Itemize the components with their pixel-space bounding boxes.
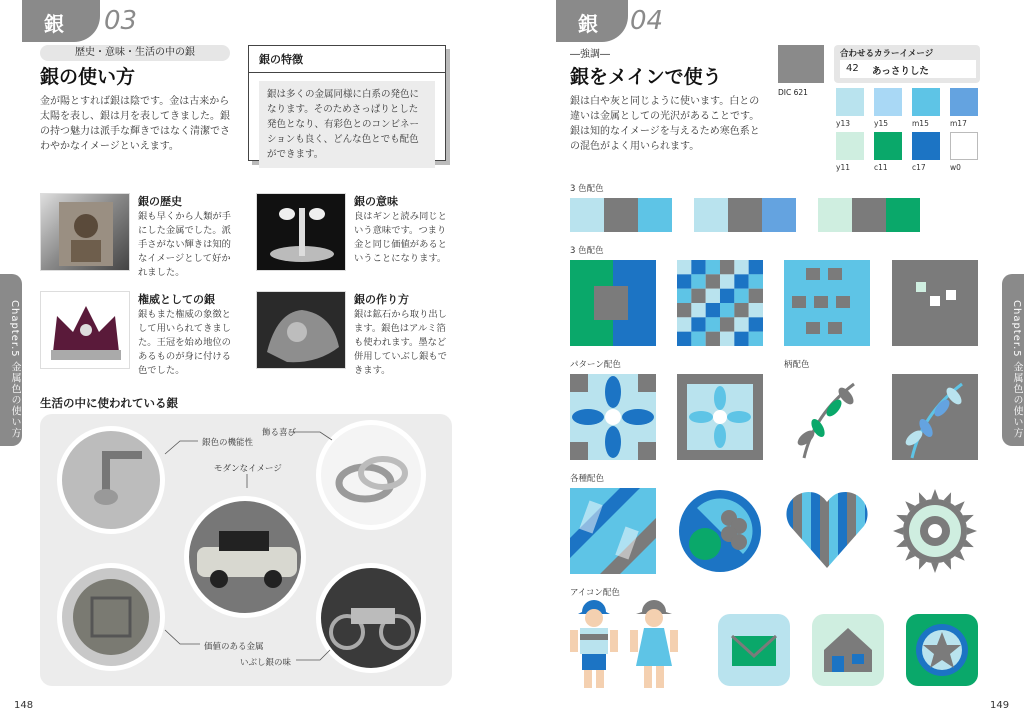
page-title-left: 銀の使い方: [40, 66, 136, 88]
dic-label: DIC 621: [778, 88, 808, 97]
history-title: 銀の歴史: [138, 195, 182, 208]
boy-icon: [566, 598, 622, 692]
letters-tile: [570, 488, 656, 574]
authority-text: 銀もまた権威の象徴として用いられてきました。王冠を始め地位のあるものが身に付ける色でした。: [138, 309, 231, 376]
flower-tile-2: [677, 374, 763, 460]
section-pattern: パターン配色: [570, 360, 621, 370]
badge-number: 04: [630, 6, 664, 36]
dic-swatch: [778, 45, 824, 83]
color-swatch: [874, 88, 902, 116]
meaning-text: 良はギンと読み同じという意味です。つまり金と同じ価値があるということになります。: [354, 211, 447, 264]
swatch-label: w0: [950, 163, 961, 172]
match-name: あっさりした: [872, 66, 929, 77]
color-swatch: [950, 132, 978, 160]
authority-title: 権威としての銀: [138, 293, 215, 306]
swatch-label: c17: [912, 163, 926, 172]
label-ibushi: いぶし銀の味: [240, 658, 292, 668]
star-icon[interactable]: [906, 614, 978, 686]
badge-kanji: 銀: [44, 12, 64, 36]
feature-text: 銀は多くの金属同様に白系の発色になります。そのためさっぱりとした発色となり、有彩色とのコンビネーションも良く、どんな色とでも配色ができます。: [259, 81, 435, 168]
life-section-title: 生活の中に使われている銀: [40, 396, 178, 410]
match-number: 42: [846, 63, 859, 74]
section-3color: 3 色配色: [570, 184, 604, 194]
topic-pill: 歴史・意味・生活の中の銀: [40, 45, 230, 61]
making-text: 銀は鉱石から取り出します。銀色はアルミ箔も使われます。墨など併用していぶし銀もできます。: [354, 309, 447, 376]
girl-icon: [626, 598, 682, 692]
intro-text-left: 金が陽とすれば銀は陰です。金は古来から太陽を表し、銀は月を表してきました。銀の持つ魅力は派手な輝きではなく清潔でさわやかなイメージといえます。: [40, 96, 230, 152]
section-various: 各種配色: [570, 474, 605, 484]
history-text: 銀も早くから人類が手にした金属でした。派手さがない輝きは知的なイメージとして好かれました。: [138, 211, 231, 278]
color-swatch: [912, 88, 940, 116]
feature-title: 銀の特徴: [249, 46, 445, 73]
three-color-bar-3: [818, 198, 920, 232]
chapter-tab-left[interactable]: Chapter.5 金属色の使い方: [0, 274, 22, 446]
match-title: 合わせるカラーイメージ: [840, 49, 934, 59]
swatch-label: y13: [836, 119, 850, 128]
chapter-tab-right[interactable]: Chapter.5 金属色の使い方: [1002, 274, 1024, 446]
section-icon: アイコン配色: [570, 588, 620, 598]
page-title-right: 銀をメインで使う: [570, 66, 722, 88]
swatch-label: y11: [836, 163, 850, 172]
dots-tile: [892, 260, 978, 346]
color-swatch: [874, 132, 902, 160]
label-decor: 飾る喜び: [262, 428, 297, 438]
badge-kanji: 銀: [578, 12, 598, 36]
label-function: 銀色の機能性: [202, 438, 254, 448]
swatch-label: m17: [950, 119, 967, 128]
swatch-label: m15: [912, 119, 929, 128]
grid-tile: [784, 260, 870, 346]
meaning-title: 銀の意味: [354, 195, 398, 208]
color-swatch: [836, 132, 864, 160]
label-value: 価値のある金属: [204, 642, 264, 652]
page-number-right: 149: [990, 700, 1010, 711]
badge-number: 03: [104, 6, 138, 36]
making-title: 銀の作り方: [354, 293, 409, 306]
heart-tile: [784, 488, 870, 574]
mail-icon[interactable]: [718, 614, 790, 686]
block-tile-1: [570, 260, 656, 346]
checker-tile: [677, 260, 763, 346]
gear-tile: [892, 488, 978, 574]
section-pattern2: 柄配色: [784, 360, 810, 370]
swatch-label: c11: [874, 163, 888, 172]
color-swatch: [912, 132, 940, 160]
section-badge-right: [556, 0, 628, 42]
color-swatch: [836, 88, 864, 116]
swatch-label: y15: [874, 119, 888, 128]
page-number-left: 148: [14, 700, 34, 711]
label-modern: モダンなイメージ: [214, 464, 282, 474]
leaf-tile-2: [892, 374, 978, 460]
intro-text-right: 銀は白や灰と同じように使います。白との違いは金属としての光沢があることです。銀は知的なイメージを与えるため寒色系との混色がよく用いられます。: [570, 96, 760, 152]
section-3color-b: 3 色配色: [570, 246, 604, 256]
fruit-tile: [677, 488, 763, 574]
home-icon[interactable]: [812, 614, 884, 686]
leaf-tile-1: [784, 374, 870, 460]
flower-tile-1: [570, 374, 656, 460]
color-swatch: [950, 88, 978, 116]
three-color-bar-1: [570, 198, 672, 232]
kicker: ―強調―: [570, 49, 610, 60]
three-color-bar-2: [694, 198, 796, 232]
